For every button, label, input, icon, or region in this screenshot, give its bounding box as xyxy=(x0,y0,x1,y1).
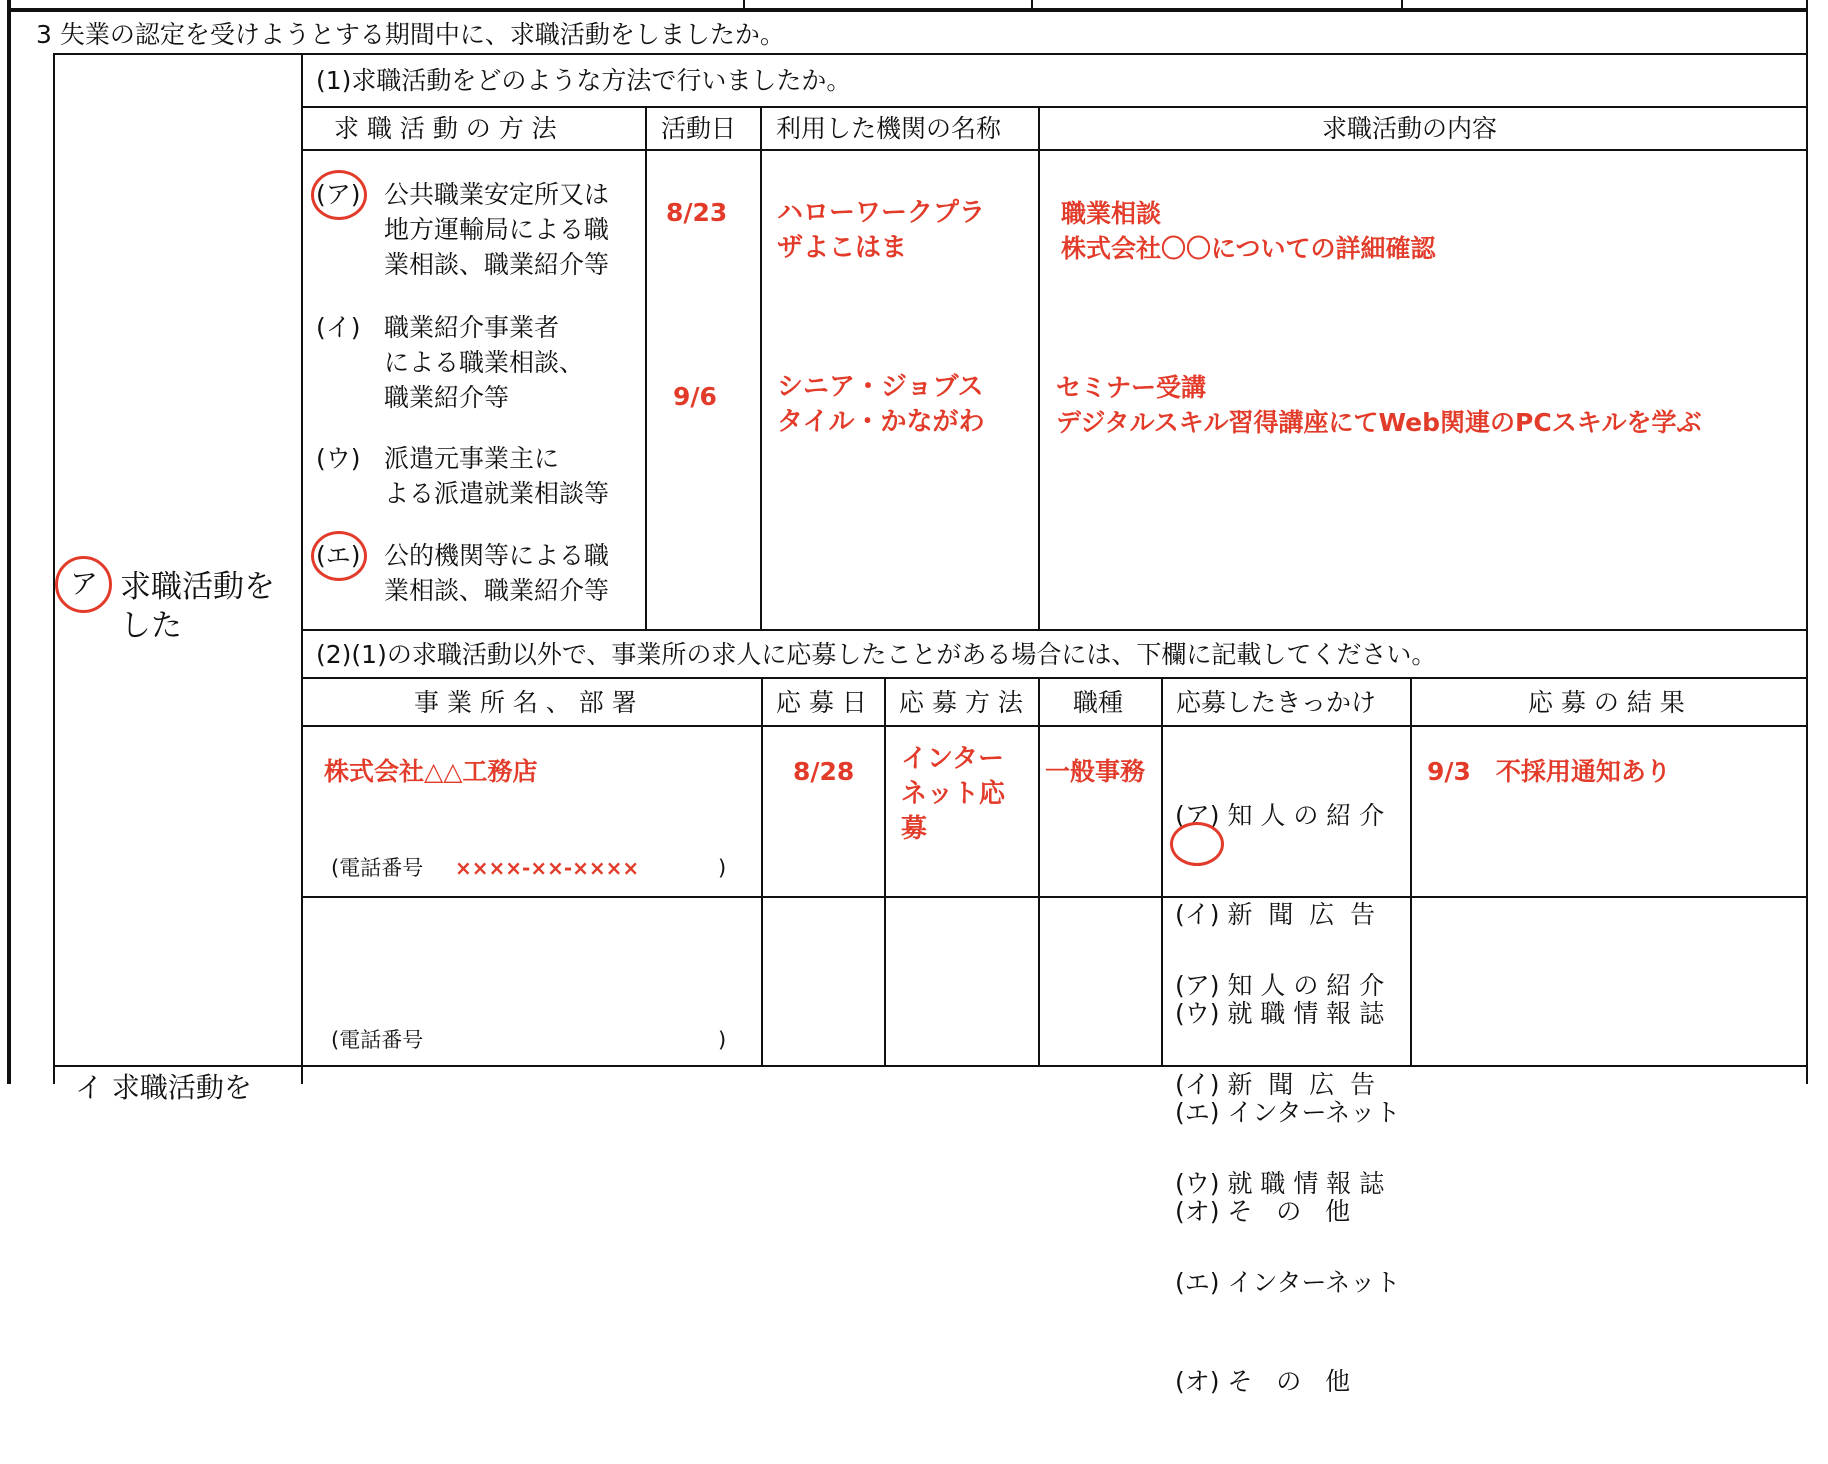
method-a-circle xyxy=(311,170,367,220)
entry-agency: ハローワークプラ ザよこはま xyxy=(777,198,986,263)
apply-date: 8/28 xyxy=(793,757,855,786)
entry-agency: シニア・ジョブス タイル・かながわ xyxy=(777,372,985,437)
trigger-options xyxy=(1175,903,1400,1464)
method-label: (ア) xyxy=(316,180,361,209)
row-line xyxy=(53,1065,1808,1067)
answer-a-label: 求職活動を した xyxy=(120,569,275,644)
header-trigger: 応募したきっかけ xyxy=(1176,688,1377,717)
method-text: 公共職業安定所又は 地方運輸局による職 業相談、職業紹介等 xyxy=(384,180,610,279)
method-label: (イ) xyxy=(316,313,361,342)
part1-title: (1)求職活動をどのような方法で行いましたか。 xyxy=(316,66,852,95)
answer-a-mark: ア xyxy=(70,567,99,600)
col-line xyxy=(645,106,647,631)
col-line xyxy=(884,677,886,1067)
header-method: 求 職 活 動 の 方 法 xyxy=(334,114,557,143)
trigger-option: (オ) そ の 他 xyxy=(1175,1197,1351,1226)
section-left xyxy=(53,53,55,1084)
entry-content: 職業相談 株式会社〇〇についての詳細確認 xyxy=(1061,199,1436,263)
phone-number: ××××-××-×××× xyxy=(455,856,640,880)
header-apply-date: 応 募 日 xyxy=(776,688,867,717)
company-name: 株式会社△△工務店 xyxy=(324,757,538,786)
row-line xyxy=(301,896,1808,898)
part2-title: (2)(1)の求職活動以外で、事業所の求人に応募したことがある場合には、下欄に記載してください。 xyxy=(316,640,1437,669)
tick xyxy=(1031,0,1033,10)
job-type: 一般事務 xyxy=(1045,757,1146,786)
row-line xyxy=(301,149,1808,151)
border-top xyxy=(7,8,1808,12)
question-text: 3 失業の認定を受けようとする期間中に、求職活動をしましたか。 xyxy=(36,20,785,49)
entry-date: 8/23 xyxy=(666,198,728,227)
header-agency: 利用した機関の名称 xyxy=(776,114,1002,143)
trigger-option: (エ) インターネット xyxy=(1175,1098,1401,1127)
trigger-option: (エ) インターネット xyxy=(1175,1268,1401,1297)
col-line xyxy=(1410,677,1412,1067)
phone-close: ) xyxy=(718,1028,727,1052)
phone-close: ) xyxy=(718,856,727,880)
method-label: (エ) xyxy=(316,541,361,570)
col-line xyxy=(1038,106,1040,631)
method-label: (ウ) xyxy=(316,444,361,473)
method-e-circle xyxy=(311,531,367,581)
answer-b-label: イ 求職活動を xyxy=(75,1071,252,1104)
method-text: 公的機関等による職 業相談、職業紹介等 xyxy=(384,541,610,605)
border-left xyxy=(7,0,11,1084)
col-line xyxy=(1038,677,1040,1067)
phone-label: (電話番号 xyxy=(331,856,424,880)
trigger-option: (ア) 知 人 の 紹 介 xyxy=(1175,971,1385,1000)
trigger-selected-circle xyxy=(1170,822,1224,866)
phone-label: (電話番号 xyxy=(331,1028,424,1052)
col-line xyxy=(760,106,762,631)
header-company: 事 業 所 名 、 部 署 xyxy=(414,688,637,717)
col-line xyxy=(301,53,303,1084)
row-line xyxy=(301,677,1808,679)
row-line xyxy=(53,53,1808,55)
trigger-option: (イ) 新 聞 広 告 xyxy=(1175,900,1376,929)
answer-a-circle xyxy=(55,556,112,613)
trigger-option: (ア) 知 人 の 紹 介 xyxy=(1175,801,1385,830)
row-line xyxy=(301,725,1808,727)
trigger-option: (オ) そ の 他 xyxy=(1175,1367,1351,1396)
method-text: 派遣元事業主に よる派遣就業相談等 xyxy=(384,444,610,508)
border-right xyxy=(1806,0,1808,1084)
trigger-option: (イ) 新 聞 広 告 xyxy=(1175,1070,1376,1099)
header-date: 活動日 xyxy=(661,114,737,143)
apply-result: 9/3 不採用通知あり xyxy=(1427,757,1671,786)
entry-date: 9/6 xyxy=(673,382,717,411)
tick xyxy=(1401,0,1403,10)
col-line xyxy=(761,677,763,1067)
header-apply-method: 応 募 方 法 xyxy=(899,688,1023,717)
row-line xyxy=(301,106,1808,108)
trigger-option: (ウ) 就 職 情 報 誌 xyxy=(1175,999,1385,1028)
col-line xyxy=(1161,677,1163,1067)
entry-content: セミナー受講 デジタルスキル習得講座にてWeb関連のPCスキルを学ぶ xyxy=(1056,373,1702,437)
header-content: 求職活動の内容 xyxy=(1322,114,1498,143)
trigger-option: (ウ) 就 職 情 報 誌 xyxy=(1175,1169,1385,1198)
header-result: 応 募 の 結 果 xyxy=(1528,688,1685,717)
tick xyxy=(743,0,745,10)
header-job: 職種 xyxy=(1073,688,1124,717)
apply-method: インター ネット応 募 xyxy=(901,744,1006,844)
row-line xyxy=(301,629,1808,631)
method-text: 職業紹介事業者 による職業相談、 職業紹介等 xyxy=(384,313,585,412)
